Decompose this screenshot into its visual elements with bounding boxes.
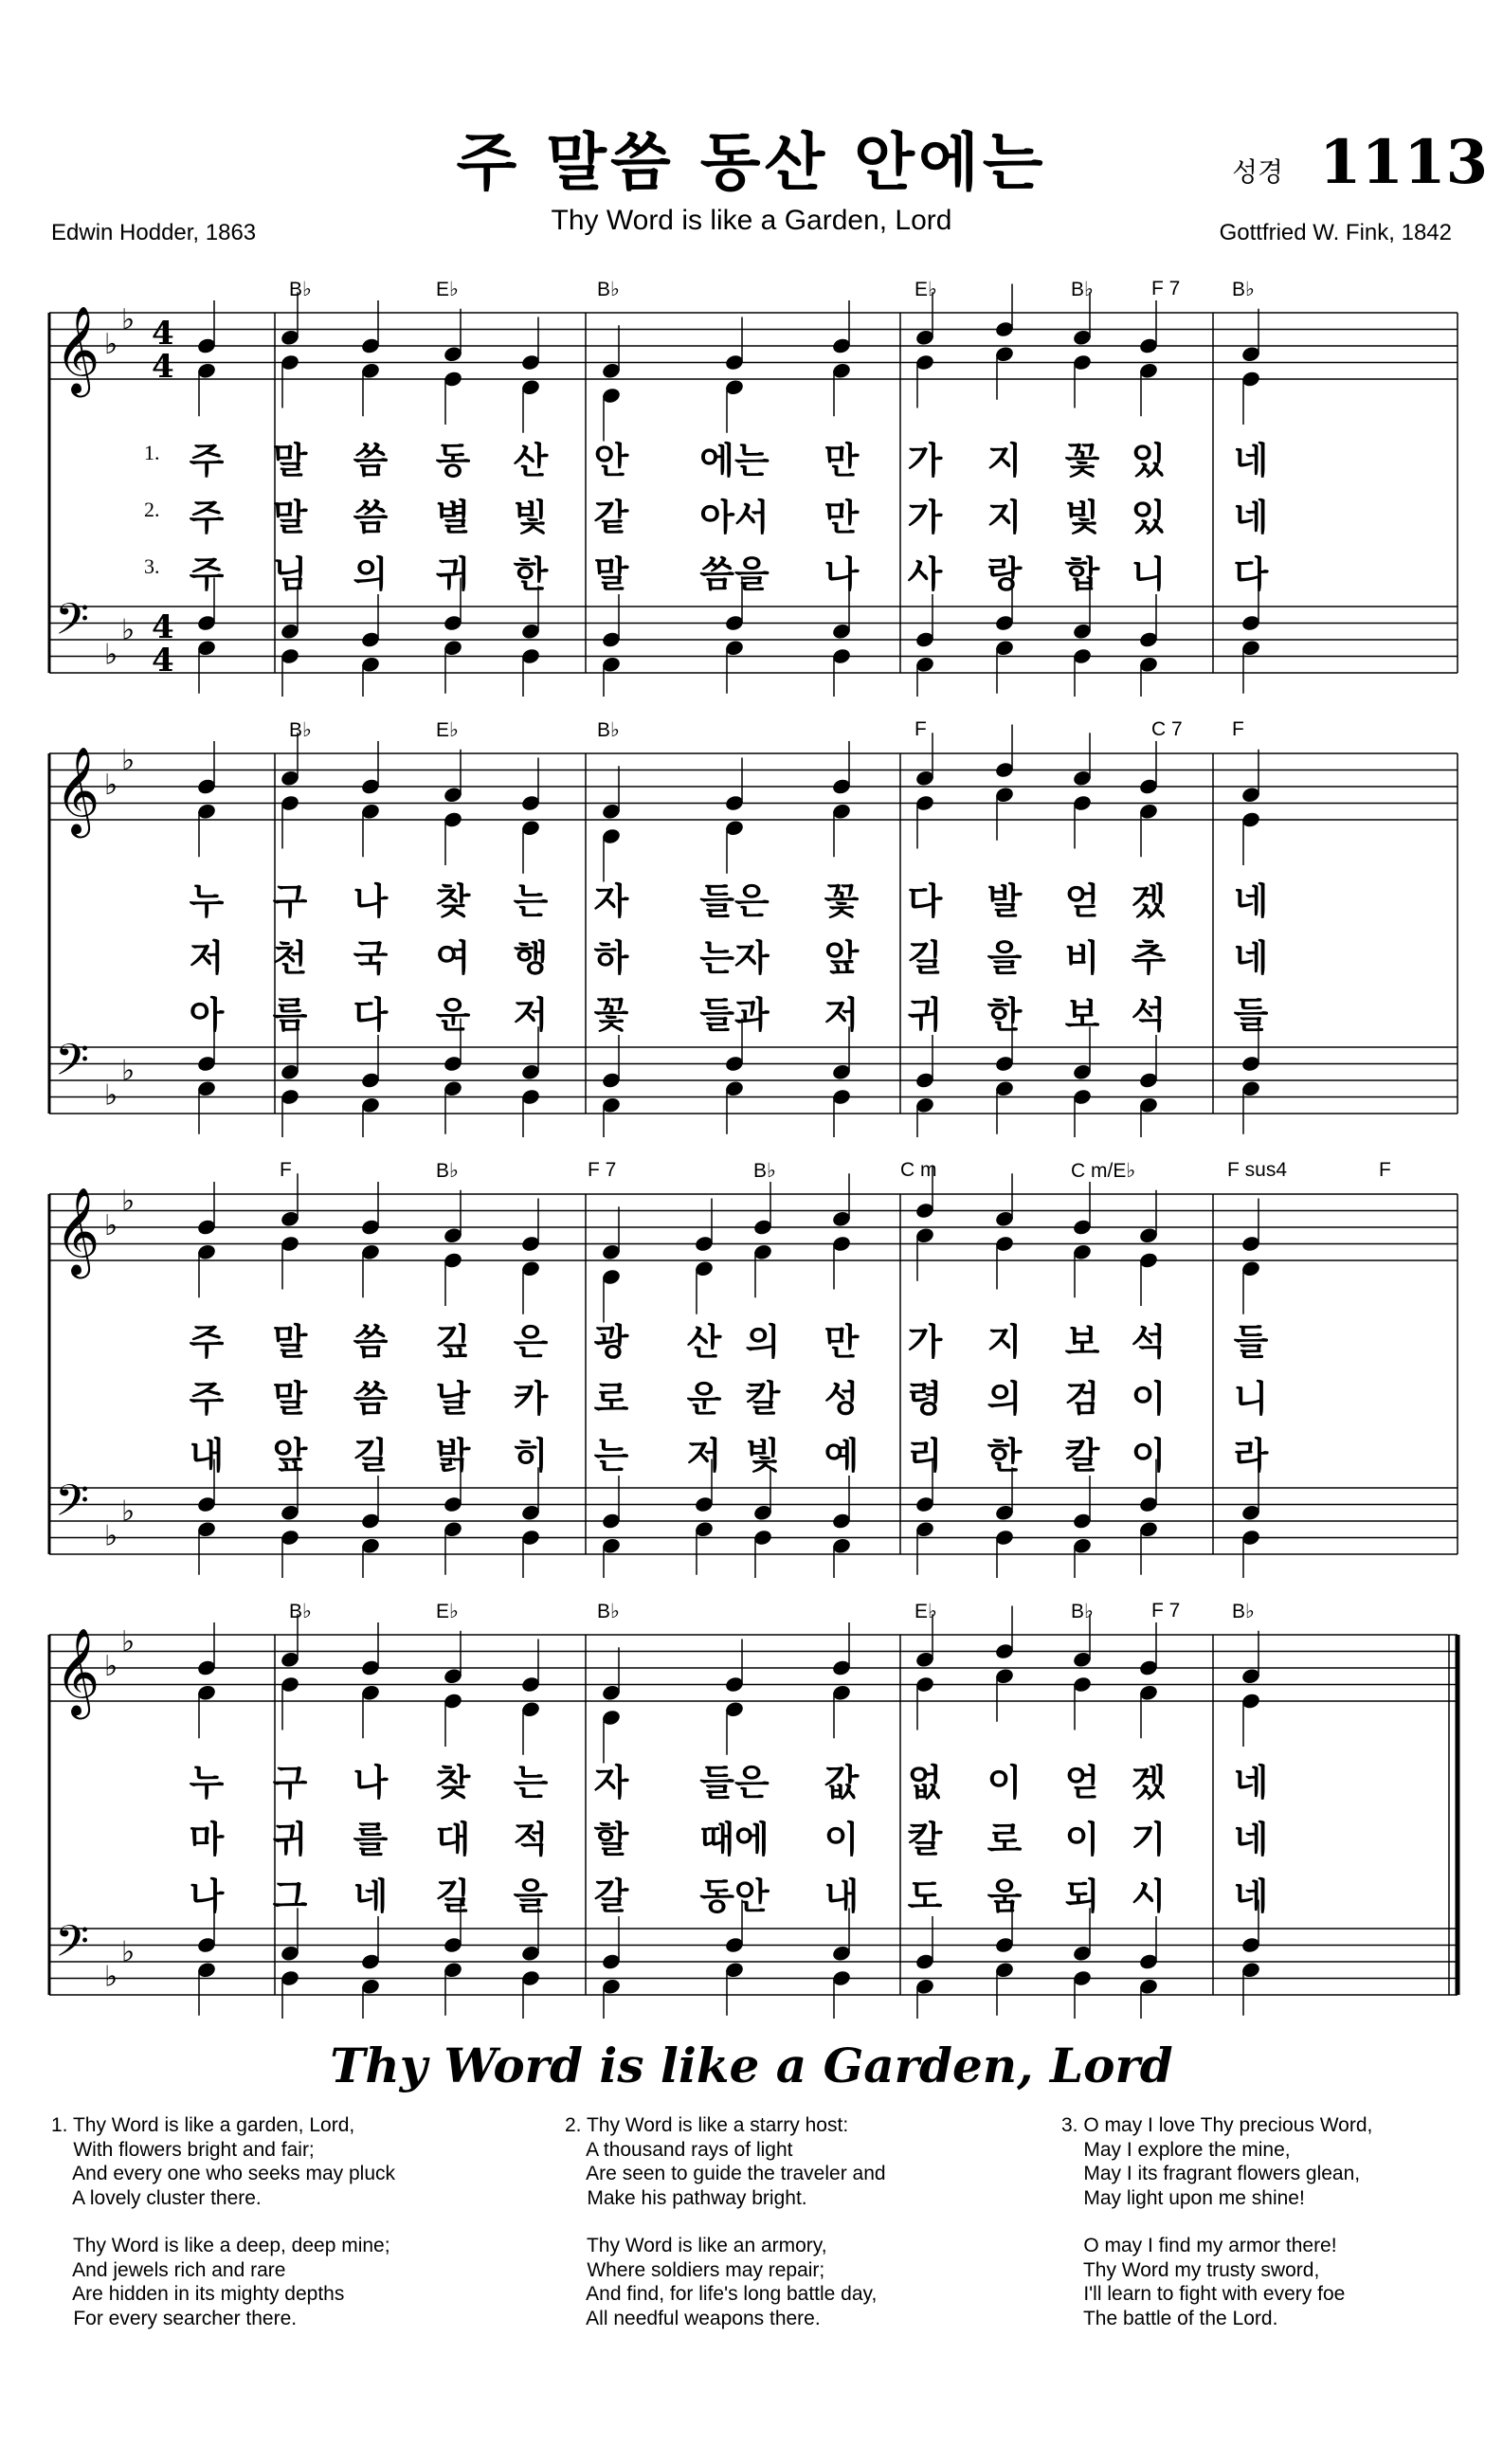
lyric-syllable: 들은 bbox=[699, 1762, 770, 1803]
verse-number: 1. bbox=[144, 441, 160, 464]
lyric-syllable: 령 bbox=[907, 1378, 943, 1420]
lyric-syllable: 나 bbox=[824, 553, 860, 595]
lyric-syllable: 같 bbox=[593, 497, 629, 538]
chord-symbol: B♭ bbox=[1071, 1601, 1094, 1622]
lyric-syllable: 길 bbox=[435, 1875, 471, 1917]
lyric-syllable: 자 bbox=[593, 880, 629, 922]
lyric-syllable: 저 bbox=[824, 994, 860, 1036]
lyric-syllable: 만 bbox=[824, 497, 860, 538]
chord-symbol: B♭ bbox=[1232, 279, 1255, 300]
lyric-syllable: 저 bbox=[513, 994, 549, 1036]
key-flat-icon: ♭ bbox=[121, 1184, 136, 1218]
lyric-syllable: 랑 bbox=[987, 553, 1023, 595]
lyric-syllable: 있 bbox=[1131, 440, 1167, 481]
chord-symbol: E♭ bbox=[914, 279, 937, 300]
lyric-syllable: 찾 bbox=[435, 880, 471, 922]
lyric-syllable: 얻 bbox=[1064, 880, 1100, 922]
lyric-syllable: 도 bbox=[907, 1875, 943, 1917]
lyric-syllable: 없 bbox=[907, 1762, 943, 1803]
lyric-syllable: 예 bbox=[824, 1435, 860, 1477]
lyric-syllable: 로 bbox=[987, 1819, 1023, 1860]
chord-symbol: B♭ bbox=[1071, 279, 1094, 300]
chord-symbol: C m bbox=[900, 1159, 937, 1181]
lyric-syllable: 네 bbox=[1233, 937, 1269, 979]
chord-symbol: E♭ bbox=[436, 719, 459, 741]
lyric-syllable: 사 bbox=[907, 553, 943, 595]
lyric-syllable: 별 bbox=[435, 497, 471, 538]
music-system-4 bbox=[0, 1602, 1503, 2019]
lyric-syllable: 행 bbox=[513, 937, 549, 979]
lyric-syllable: 는 bbox=[593, 1435, 629, 1477]
lyric-syllable: 할 bbox=[593, 1819, 629, 1860]
time-signature-icon: 4 bbox=[152, 348, 174, 386]
bass-clef-icon: 𝄢 bbox=[55, 1035, 90, 1096]
verse-2-stanza-b: Thy Word is like an armory, Where soldiers may repair; And find, for life's long battle day, All needful weapons there. bbox=[586, 2235, 878, 2329]
hymn-title-english: Thy Word is like a Garden, Lord bbox=[551, 205, 952, 236]
lyric-syllable: 여 bbox=[435, 937, 471, 979]
lyric-syllable: 저 bbox=[189, 937, 225, 979]
lyric-syllable: 지 bbox=[987, 440, 1023, 481]
lyric-syllable: 운 bbox=[686, 1378, 722, 1420]
chord-symbol: B♭ bbox=[753, 1160, 776, 1182]
lyric-syllable: 보 bbox=[1064, 1321, 1100, 1363]
lyric-syllable: 석 bbox=[1131, 1321, 1167, 1363]
key-flat-icon: ♭ bbox=[121, 1054, 136, 1088]
lyric-syllable: 말 bbox=[272, 497, 308, 538]
chord-symbol: F sus4 bbox=[1227, 1159, 1288, 1181]
lyric-syllable: 네 bbox=[1233, 497, 1269, 538]
chord-symbol: E♭ bbox=[436, 279, 459, 300]
lyric-syllable: 동안 bbox=[699, 1875, 770, 1917]
lyric-syllable: 비 bbox=[1064, 937, 1100, 979]
lyric-syllable: 한 bbox=[987, 1435, 1023, 1477]
lyric-syllable: 안 bbox=[593, 440, 629, 481]
key-flat-icon: ♭ bbox=[104, 1078, 118, 1113]
lyric-syllable: 추 bbox=[1131, 937, 1167, 979]
lyric-syllable: 주 bbox=[189, 553, 225, 595]
lyric-syllable: 내 bbox=[824, 1875, 860, 1917]
lyric-syllable: 적 bbox=[513, 1819, 549, 1860]
lyric-syllable: 꽃 bbox=[1064, 440, 1100, 481]
lyric-syllable: 주 bbox=[189, 497, 225, 538]
lyric-syllable: 하 bbox=[593, 937, 629, 979]
lyric-syllable: 주 bbox=[189, 440, 225, 481]
lyric-syllable: 앞 bbox=[272, 1435, 308, 1477]
lyric-syllable: 천 bbox=[272, 937, 308, 979]
lyric-syllable: 되 bbox=[1064, 1875, 1100, 1917]
lyric-syllable: 국 bbox=[353, 937, 389, 979]
chord-symbol: B♭ bbox=[436, 1160, 459, 1182]
lyric-syllable: 보 bbox=[1064, 994, 1100, 1036]
lyric-syllable: 이 bbox=[1131, 1378, 1167, 1420]
lyric-syllable: 움 bbox=[987, 1875, 1023, 1917]
lyric-syllable: 다 bbox=[353, 994, 389, 1036]
time-signature-icon: 4 bbox=[152, 642, 174, 679]
lyric-syllable: 자 bbox=[593, 1762, 629, 1803]
lyric-syllable: 씀 bbox=[353, 497, 389, 538]
lyric-syllable: 꽃 bbox=[593, 994, 629, 1036]
lyric-syllable: 빛 bbox=[513, 497, 549, 538]
chord-symbol: F 7 bbox=[588, 1159, 617, 1181]
lyric-syllable: 꽃 bbox=[824, 880, 860, 922]
lyric-syllable: 시 bbox=[1131, 1875, 1167, 1917]
verse-1-stanza-b: Thy Word is like a deep, deep mine; And jewels rich and rare Are hidden in its mighty depths For every searcher there. bbox=[72, 2235, 390, 2329]
chord-symbol: E♭ bbox=[914, 1601, 937, 1622]
key-flat-icon: ♭ bbox=[104, 769, 118, 802]
lyric-syllable: 운 bbox=[435, 994, 471, 1036]
lyric-syllable: 주 bbox=[189, 1378, 225, 1420]
bass-staff bbox=[49, 1916, 1458, 1995]
lyric-syllable: 들 bbox=[1233, 994, 1269, 1036]
chord-symbol: B♭ bbox=[289, 279, 312, 300]
hymn-number: 1113 bbox=[1319, 127, 1489, 198]
lyric-syllable: 빛 bbox=[745, 1435, 781, 1477]
english-verse-2 bbox=[565, 2113, 886, 2354]
chord-symbol: B♭ bbox=[289, 719, 312, 741]
verse-number: 2. bbox=[144, 498, 160, 521]
lyric-syllable: 찾 bbox=[435, 1762, 471, 1803]
lyric-syllable: 의 bbox=[987, 1378, 1023, 1420]
lyric-syllable: 칼 bbox=[745, 1378, 781, 1420]
lyric-syllable: 이 bbox=[824, 1819, 860, 1860]
time-signature-icon: 4 bbox=[152, 315, 174, 353]
treble-clef-icon: 𝄞 bbox=[55, 746, 100, 834]
lyric-syllable: 를 bbox=[353, 1819, 389, 1860]
lyric-syllable: 로 bbox=[593, 1378, 629, 1420]
verse-2-stanza-a: 2. Thy Word is like a starry host: A thousand rays of light Are seen to guide the traveler and Make his pathway bright. bbox=[565, 2114, 886, 2209]
chord-symbol: F bbox=[280, 1159, 292, 1181]
lyric-syllable: 나 bbox=[353, 1762, 389, 1803]
lyric-syllable: 내 bbox=[189, 1435, 225, 1477]
lyric-syllable: 네 bbox=[353, 1875, 389, 1917]
lyric-syllable: 귀 bbox=[907, 994, 943, 1036]
lyric-syllable: 아서 bbox=[699, 497, 770, 538]
chord-symbol: F bbox=[1232, 718, 1244, 740]
key-flat-icon: ♭ bbox=[121, 613, 136, 647]
lyric-syllable: 밝 bbox=[435, 1435, 471, 1477]
lyric-syllable: 깊 bbox=[435, 1321, 471, 1363]
bass-staff bbox=[49, 594, 1458, 679]
lyric-syllable: 한 bbox=[987, 994, 1023, 1036]
bass-clef-icon: 𝄢 bbox=[55, 1476, 90, 1537]
bass-staff bbox=[49, 1035, 1458, 1114]
key-flat-icon: ♭ bbox=[121, 743, 136, 777]
lyric-syllable: 광 bbox=[593, 1321, 629, 1363]
chord-symbol: C m/E♭ bbox=[1071, 1160, 1136, 1182]
verse-1-stanza-a: 1. Thy Word is like a garden, Lord, With flowers bright and fair; And every one who seeks may pluck A lovely cluster there. bbox=[51, 2114, 396, 2209]
treble-clef-icon: 𝄞 bbox=[55, 1187, 100, 1275]
verse-3-stanza-a: 3. O may I love Thy precious Word, May I explore the mine, May I its fragrant flowers glean, May light upon me shine! bbox=[1061, 2114, 1373, 2209]
chord-symbol: F bbox=[914, 718, 927, 740]
music-system-2 bbox=[0, 720, 1503, 1137]
lyric-syllable: 네 bbox=[1233, 440, 1269, 481]
lyric-syllable: 카 bbox=[513, 1378, 549, 1420]
key-flat-icon: ♭ bbox=[104, 1650, 118, 1683]
key-flat-icon: ♭ bbox=[121, 1624, 136, 1658]
lyric-syllable: 때에 bbox=[699, 1819, 770, 1860]
chord-symbol: C 7 bbox=[1151, 718, 1183, 740]
lyric-syllable: 성 bbox=[824, 1378, 860, 1420]
lyric-syllable: 겠 bbox=[1131, 1762, 1167, 1803]
lyric-syllable: 만 bbox=[824, 1321, 860, 1363]
lyric-syllable: 는 bbox=[513, 1762, 549, 1803]
lyric-syllable: 누 bbox=[189, 1762, 225, 1803]
lyric-syllable: 길 bbox=[907, 937, 943, 979]
lyric-syllable: 히 bbox=[513, 1435, 549, 1477]
lyric-syllable: 아 bbox=[189, 994, 225, 1036]
lyric-syllable: 누 bbox=[189, 880, 225, 922]
lyric-syllable: 갈 bbox=[593, 1875, 629, 1917]
chord-symbol: B♭ bbox=[597, 279, 620, 300]
lyric-syllable: 한 bbox=[513, 553, 549, 595]
lyric-syllable: 저 bbox=[686, 1435, 722, 1477]
lyric-syllable: 칼 bbox=[907, 1819, 943, 1860]
chord-symbol: B♭ bbox=[597, 719, 620, 741]
lyric-syllable: 겠 bbox=[1131, 880, 1167, 922]
chord-symbol: B♭ bbox=[289, 1601, 312, 1622]
lyric-syllable: 는 bbox=[513, 880, 549, 922]
lyric-syllable: 리 bbox=[907, 1435, 943, 1477]
lyric-syllable: 구 bbox=[272, 880, 308, 922]
lyric-syllable: 기 bbox=[1131, 1819, 1167, 1860]
lyric-syllable: 님 bbox=[272, 553, 308, 595]
treble-clef-icon: 𝄞 bbox=[55, 1627, 100, 1715]
chord-symbol: F 7 bbox=[1151, 1600, 1181, 1622]
treble-clef-icon: 𝄞 bbox=[55, 305, 100, 393]
lyric-syllable: 빛 bbox=[1064, 497, 1100, 538]
lyric-syllable: 는자 bbox=[699, 937, 770, 979]
key-flat-icon: ♭ bbox=[104, 328, 118, 361]
lyric-syllable: 의 bbox=[745, 1321, 781, 1363]
lyric-syllable: 을 bbox=[987, 937, 1023, 979]
lyric-syllable: 말 bbox=[272, 1378, 308, 1420]
lyric-syllable: 가 bbox=[907, 440, 943, 481]
lyric-syllable: 의 bbox=[353, 553, 389, 595]
lyric-syllable: 다 bbox=[1233, 553, 1269, 595]
lyric-syllable: 이 bbox=[1064, 1819, 1100, 1860]
lyric-syllable: 라 bbox=[1233, 1435, 1269, 1477]
lyric-syllable: 귀 bbox=[272, 1819, 308, 1860]
lyric-syllable: 있 bbox=[1131, 497, 1167, 538]
lyric-syllable: 은 bbox=[513, 1321, 549, 1363]
key-flat-icon: ♭ bbox=[121, 302, 136, 336]
lyric-syllable: 얻 bbox=[1064, 1762, 1100, 1803]
lyric-syllable: 나 bbox=[189, 1875, 225, 1917]
bible-label: 성경 bbox=[1232, 156, 1284, 188]
lyric-syllable: 을 bbox=[513, 1875, 549, 1917]
lyric-syllable: 니 bbox=[1131, 553, 1167, 595]
lyric-syllable: 씀 bbox=[353, 1321, 389, 1363]
composer-credit: Gottfried W. Fink, 1842 bbox=[1219, 220, 1452, 245]
lyric-syllable: 그 bbox=[272, 1875, 308, 1917]
lyric-syllable: 말 bbox=[593, 553, 629, 595]
key-flat-icon: ♭ bbox=[104, 1209, 118, 1242]
key-flat-icon: ♭ bbox=[121, 1495, 136, 1529]
lyric-syllable: 네 bbox=[1233, 1875, 1269, 1917]
lyric-syllable: 지 bbox=[987, 1321, 1023, 1363]
lyric-syllable: 대 bbox=[435, 1819, 471, 1860]
lyric-syllable: 네 bbox=[1233, 880, 1269, 922]
lyric-syllable: 들과 bbox=[699, 994, 770, 1036]
bass-clef-icon: 𝄢 bbox=[55, 1916, 90, 1978]
bass-clef-icon: 𝄢 bbox=[55, 594, 90, 656]
lyric-syllable: 씀 bbox=[353, 440, 389, 481]
lyric-syllable: 마 bbox=[189, 1819, 225, 1860]
lyric-syllable: 이 bbox=[1131, 1435, 1167, 1477]
key-flat-icon: ♭ bbox=[104, 1519, 118, 1553]
music-system-1 bbox=[0, 280, 1503, 697]
chord-symbol: F 7 bbox=[1151, 278, 1181, 299]
lyric-syllable: 에는 bbox=[699, 440, 770, 481]
lyric-syllable: 날 bbox=[435, 1378, 471, 1420]
time-signature-icon: 4 bbox=[152, 608, 174, 646]
lyricist-credit: Edwin Hodder, 1863 bbox=[51, 220, 257, 245]
lyric-syllable: 석 bbox=[1131, 994, 1167, 1036]
chord-symbol: B♭ bbox=[1232, 1601, 1255, 1622]
key-flat-icon: ♭ bbox=[104, 638, 118, 672]
lyric-syllable: 값 bbox=[824, 1762, 860, 1803]
lyric-syllable: 가 bbox=[907, 1321, 943, 1363]
music-system-3 bbox=[0, 1161, 1503, 1578]
lyric-syllable: 말 bbox=[272, 1321, 308, 1363]
english-title: Thy Word is like a Garden, Lord bbox=[330, 2038, 1173, 2093]
lyric-syllable: 들은 bbox=[699, 880, 770, 922]
lyric-syllable: 발 bbox=[987, 880, 1023, 922]
lyric-syllable: 이 bbox=[987, 1762, 1023, 1803]
lyric-syllable: 네 bbox=[1233, 1762, 1269, 1803]
lyric-syllable: 길 bbox=[353, 1435, 389, 1477]
key-flat-icon: ♭ bbox=[121, 1935, 136, 1969]
lyric-syllable: 귀 bbox=[435, 553, 471, 595]
lyric-syllable: 씀 bbox=[353, 1378, 389, 1420]
lyric-syllable: 동 bbox=[435, 440, 471, 481]
lyric-syllable: 앞 bbox=[824, 937, 860, 979]
lyric-syllable: 씀을 bbox=[699, 553, 770, 595]
lyric-syllable: 합 bbox=[1064, 553, 1100, 595]
lyric-syllable: 검 bbox=[1064, 1378, 1100, 1420]
chord-symbol: F bbox=[1379, 1159, 1391, 1181]
lyric-syllable: 말 bbox=[272, 440, 308, 481]
english-verse-1 bbox=[51, 2113, 395, 2354]
lyric-syllable: 산 bbox=[513, 440, 549, 481]
chord-symbol: B♭ bbox=[597, 1601, 620, 1622]
lyric-syllable: 다 bbox=[907, 880, 943, 922]
key-flat-icon: ♭ bbox=[104, 1960, 118, 1994]
lyric-syllable: 칼 bbox=[1064, 1435, 1100, 1477]
verse-3-stanza-b: O may I find my armor there! Thy Word my trusty sword, I'll learn to fight with every foe The battle of the Lord. bbox=[1082, 2235, 1346, 2329]
chord-symbol: E♭ bbox=[436, 1601, 459, 1622]
hymn-title-korean: 주 말씀 동산 안에는 bbox=[456, 126, 1047, 199]
lyric-syllable: 산 bbox=[686, 1321, 722, 1363]
lyric-syllable: 주 bbox=[189, 1321, 225, 1363]
english-verse-3 bbox=[1061, 2113, 1372, 2354]
verse-number: 3. bbox=[144, 554, 160, 578]
lyric-syllable: 만 bbox=[824, 440, 860, 481]
lyric-syllable: 들 bbox=[1233, 1321, 1269, 1363]
lyric-syllable: 네 bbox=[1233, 1819, 1269, 1860]
lyric-syllable: 지 bbox=[987, 497, 1023, 538]
lyric-syllable: 나 bbox=[353, 880, 389, 922]
lyric-syllable: 가 bbox=[907, 497, 943, 538]
lyric-syllable: 름 bbox=[272, 994, 308, 1036]
lyric-syllable: 니 bbox=[1233, 1378, 1269, 1420]
lyric-syllable: 구 bbox=[272, 1762, 308, 1803]
